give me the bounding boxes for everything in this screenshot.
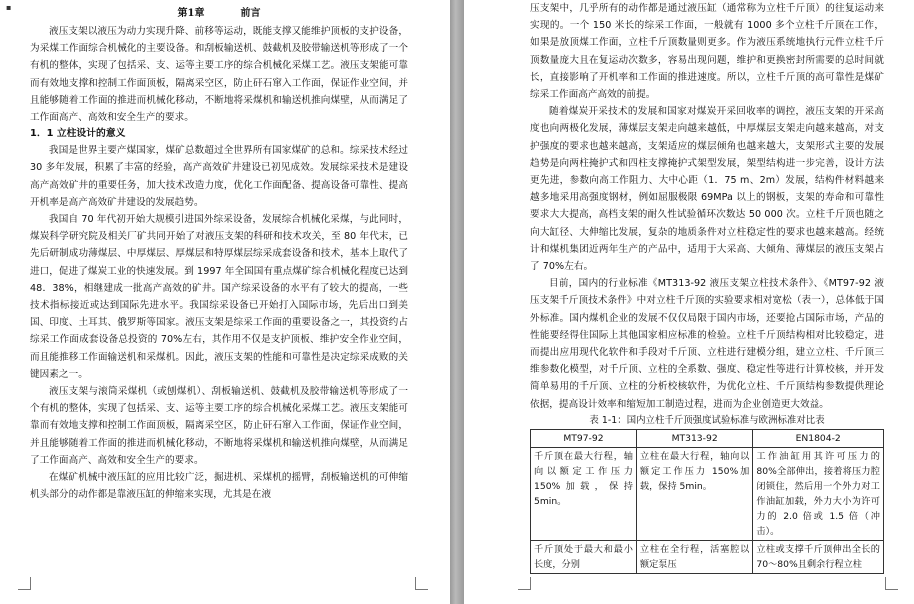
paragraph[interactable]: 随着煤炭开采技术的发展和国家对煤炭开采回收率的调控，液压支架的开采高度也向两极化发展，薄煤层支架走向越来越低，中厚煤层支架走向越来越高，对支护强度的要求也越来越高，支架适应的煤层倾角也越来越大，支架形式主要的发展趋势是向两柱掩护式和四柱支撑掩护式架型发展，架型结构进一步完善，设计方法更先进，参数向高工作阻力、大中心距（1．75 m、2m）发展，结构件材料越来越多地采用高强度钢材，例如屈服极限 69MPa 以上的钢板，支架的寿命和可靠性要求大大提高，高档支架的耐久性试验循环次数达 50 000 次。立柱千斤顶也随之向大缸径、大伸缩比发展，复杂的地质条件对立柱稳定性的要求也越来越高。经统计和煤机集团近两年生产的产品中，适用于大采高、大倾角、薄煤层的液压支架占了 70%左右。 <box>530 106 884 273</box>
document-page-left <box>0 0 450 604</box>
table-row <box>531 540 884 573</box>
crop-mark <box>885 577 898 590</box>
chapter-name[interactable]: 前言 <box>240 8 261 19</box>
table-cell[interactable]: 立柱在全行程，活塞腔以额定泵压 <box>636 540 752 573</box>
table-header-cell[interactable]: MT97-92 <box>531 429 637 447</box>
table-header-cell[interactable]: MT313-92 <box>636 429 752 447</box>
chapter-title[interactable] <box>30 6 408 22</box>
table-row <box>531 447 884 540</box>
paragraph[interactable]: 我国自 70 年代初开始大规模引进国外综采设备，发展综合机械化采煤，与此同时，煤炭科学研究院及相关厂矿共同开始了对液压支架的科研和技术攻关，至 80 年代末，已先后研制成功薄煤层、中厚煤层、厚煤层和特厚煤层综采成套设备和技术，基本上取代了进口，促进了煤炭工业的快速发展。到 1997 年全国国有重点煤矿综合机械化程度已达到 48．38%，相继建成一批高产高效的矿井。国产综采设备的水平有了较大的提高，一些技术指标接近或达到国际先进水平。我国综采设备已开始打入国际市场，先后出口到美国、印度、土耳其、俄罗斯等国家。液压支架是综采工作面的重要设备之一，其投资约占综采工作面成套设备总投资的 70%左右，其作用不仅是支护顶板、维护安全作业空间，而且能推移工作面输送机和采煤机。因此，液压支架的性能和可靠性是决定综采成败的关键因素之一。 <box>30 214 408 380</box>
paragraph[interactable]: 压支架中，几乎所有的动作都是通过液压缸（通常称为立柱千斤顶）的往复运动来实现的。一个 150 米长的综采工作面，一般就有 1000 多个立柱千斤顶在工作，如果是放顶煤工作面，立柱千斤顶数量则更多。作为液压系统地执行元件立柱千斤顶数量庞大且在复运动次数多，容易出现问题，维护和更换密封所需要的总时间就长，直接影响了开机率和工作面的推进速度。所以，立柱千斤顶的高可靠性是煤矿综采工作面高产高效的前提。 <box>530 3 884 101</box>
table-caption[interactable]: 表 1-1：国内立柱千斤顶强度试验标准与欧洲标准对比表 <box>589 414 825 426</box>
table-cell[interactable]: 工作油缸用其许可压力的 80%全部伸出，接着将压力腔闭锁住，然后用一个外力对工作油缸加载，外力大小为许可力的 2.0 倍或 1.5 倍（冲击）。 <box>753 447 884 540</box>
section-heading[interactable]: 1．1 立柱设计的意义 <box>30 128 126 140</box>
paragraph[interactable]: 我国是世界主要产煤国家，煤矿总数超过全世界所有国家煤矿的总和。综采技术经过 30 多年发展，积累了丰富的经验，高产高效矿井建设已初见成效。发展综采技术是建设高产高效矿井的重要任务，加大技术改造力度，优化工作面配备、提高设备可靠性、提高开机率是高产高效矿井建设的发展趋势。 <box>30 145 408 208</box>
comparison-table[interactable] <box>530 429 884 574</box>
crop-mark <box>415 577 428 590</box>
table-cell[interactable]: 立柱或支撑千斤顶伸出全长的 70～80%且剩余行程立柱 <box>753 540 884 573</box>
crop-mark <box>18 577 31 590</box>
table-cell[interactable]: 立柱在最大行程，轴向以额定工作压力 150%加载，保持 5min。 <box>636 447 752 540</box>
table-header-cell[interactable]: EN1804-2 <box>753 429 884 447</box>
table-cell[interactable]: 千斤顶处于最大和最小长度，分别 <box>531 540 637 573</box>
document-page-right <box>464 0 914 604</box>
chapter-label[interactable]: 第1章 <box>177 8 205 19</box>
paragraph[interactable]: 目前，国内的行业标准《MT313-92 液压支架立柱技术条件》、《MT97-92 液压支架千斤顶技术条件》中对立柱千斤顶的实验要求相对宽松（表一），总体低于国外标准。国内煤机企业的发展不仅仅局限于国内市场，还要抢占国际市场，产品的性能要经得住国际上其他国家相应标准的检验。立柱千斤顶结构相对比较稳定，进而提出应用现代化软件和手段对千斤顶、立柱进行建模分组，建立立柱、千斤顶三维参数化模型，对千斤顶、立柱的全系数、强度、稳定性等进行计算校核，并开发简单易用的千斤顶、立柱的分析校核软件，为优化立柱、千斤顶结构参数提供理论依据，提高设计效率和缩短加工制造过程，进而为企业创造更大效益。 <box>530 278 884 410</box>
page-gutter <box>450 0 464 604</box>
paragraph[interactable]: 液压支架以液压为动力实现升降、前移等运动，既能支撑又能维护顶板的支护设备，为采煤工作面综合机械化的主要设备。和刮板输送机、鼓截机及胶带输送机等形成了一个有机的整体，实现了包括采、支、运等主要工序的综合机械化采煤工艺。液压支架能可靠而有效地支撑和控制工作面顶板，隔离采空区，防止矸石窜入工作面，保证作业空间，并且能够随着工作面的推进而机械化移动，不断地将采煤机和输送机推向煤壁，从而满足了工作面高产、高效和安全生产的要求。 <box>30 26 408 124</box>
table-header-row <box>531 429 884 447</box>
paragraph[interactable]: 在煤矿机械中液压缸的应用比较广泛，掘进机、采煤机的摇臂，刮板输送机的可伸缩机头部分的动作都是靠液压缸的伸缩来实现，尤其是在液 <box>30 472 408 501</box>
paragraph-mark-icon: ▪ <box>6 3 12 12</box>
paragraph[interactable]: 液压支架与滚筒采煤机（或刨煤机）、刮板输送机、鼓截机及胶带输送机等形成了一个有机的整体，实现了包括采、支、运等主要工序的综合机械化采煤工艺。液压支架能可靠而有效地支撑和控制工作面顶板，隔离采空区，防止矸石窜入工作面，保证作业空间，并且能够随着工作面的推进而机械化移动，不断地将采煤机和输送机推向煤壁，从而满足了工作面高产、高效和安全生产的要求。 <box>30 386 408 466</box>
table-cell[interactable]: 千斤顶在最大行程，轴向以额定工作压力 150%加载，保持 5min。 <box>531 447 637 540</box>
crop-mark <box>518 577 531 590</box>
